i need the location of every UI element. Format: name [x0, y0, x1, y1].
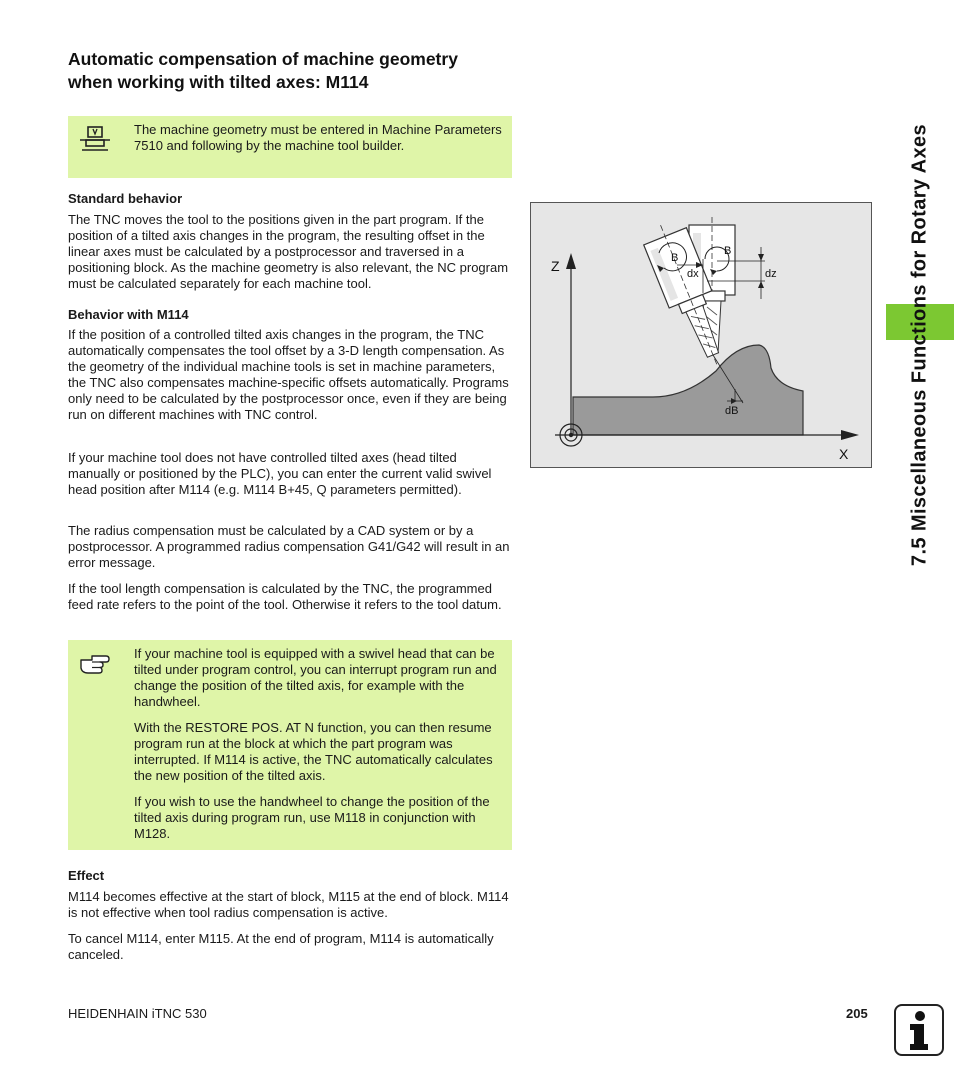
effect-paragraph-2: To cancel M114, enter M115. At the end of program, M114 is automatically canceled.	[68, 931, 494, 962]
pointing-hand-icon	[78, 650, 112, 676]
machine-tool-icon	[78, 126, 112, 152]
z-axis-arrow	[566, 253, 576, 269]
info-icon[interactable]	[894, 1004, 944, 1056]
standard-behavior-text: The TNC moves the tool to the positions given in the part program. If the position of a tilted axis changes in the program, the resulting offset in the linear axes must be calculated by a postprocessor and traversed in a positioning block. As the machine geometry is also relevant, the NC program must be calculated separately for each machine tool.	[68, 212, 509, 291]
x-axis-label: X	[839, 446, 849, 462]
note-tips-paragraph-1: If your machine tool is equipped with a swivel head that can be tilted under program control, you can interrupt program run and change the position of the tilted axis, for example with the handwheel.	[134, 646, 497, 709]
m114-paragraph-2: If your machine tool does not have controlled tilted axes (head tilted manually or positioned by the PLC), you can enter the current valid swivel head position after M114 (e.g. M114 B+45, Q parameters permitted).	[68, 450, 492, 497]
dz-label: dz	[765, 268, 777, 280]
note-tips	[68, 640, 512, 850]
x-axis-arrow	[841, 430, 859, 440]
workpiece-shape	[573, 345, 803, 435]
section-heading: Automatic compensation of machine geometry when working with tilted axes: M114	[68, 49, 458, 92]
effect-paragraph-1: M114 becomes effective at the start of block, M115 at the end of block. M114 is not effective when tool radius compensation is active.	[68, 889, 509, 920]
page-number: 205	[846, 1006, 868, 1021]
standard-behavior-heading: Standard behavior	[68, 191, 183, 206]
note-machine-text: The machine geometry must be entered in Machine Parameters 7510 and following by the machine tool builder.	[134, 122, 502, 153]
note-machine-geometry	[68, 116, 512, 178]
db-label: dB	[725, 405, 739, 417]
note-tips-paragraph-2: With the RESTORE POS. AT N function, you can then resume program run at the block at which the part program was interrupted. If M114 is active, the TNC automatically calculates the new position of the tilted axis.	[134, 720, 493, 783]
chapter-title: 7.5 Miscellaneous Functions for Rotary Axes	[908, 123, 931, 567]
z-axis-label: Z	[551, 258, 560, 274]
m114-paragraph-3: The radius compensation must be calculated by a CAD system or by a postprocessor. A programmed radius compensation G41/G42 will result in an error message.	[68, 523, 510, 570]
note-tips-paragraph-3: If you wish to use the handwheel to change the position of the tilted axis during program run, use M118 in conjunction with M128.	[134, 794, 490, 841]
b-axis-label-vertical: B	[724, 245, 732, 257]
m114-paragraph-1: If the position of a controlled tilted axis changes in the program, the TNC automatically compensates the tool offset by a 3-D length compensation. As the geometry of the individual machine tools is set in machine parameters, the TNC also compensates machine-specific offsets automatically. Programs only need to be calculated by the postprocessor once, even if they are being run on different machines with TNC control.	[68, 327, 509, 422]
b-axis-label-tilted: B	[671, 252, 679, 264]
effect-heading: Effect	[68, 868, 105, 883]
m114-paragraph-4: If the tool length compensation is calculated by the TNC, the programmed feed rate refers to the point of the tool. Otherwise it refers to the tool datum.	[68, 581, 502, 612]
m114-diagram	[530, 202, 872, 468]
m114-behavior-heading: Behavior with M114	[68, 307, 189, 322]
footer-product: HEIDENHAIN iTNC 530	[68, 1006, 207, 1021]
dx-label: dx	[687, 268, 699, 280]
